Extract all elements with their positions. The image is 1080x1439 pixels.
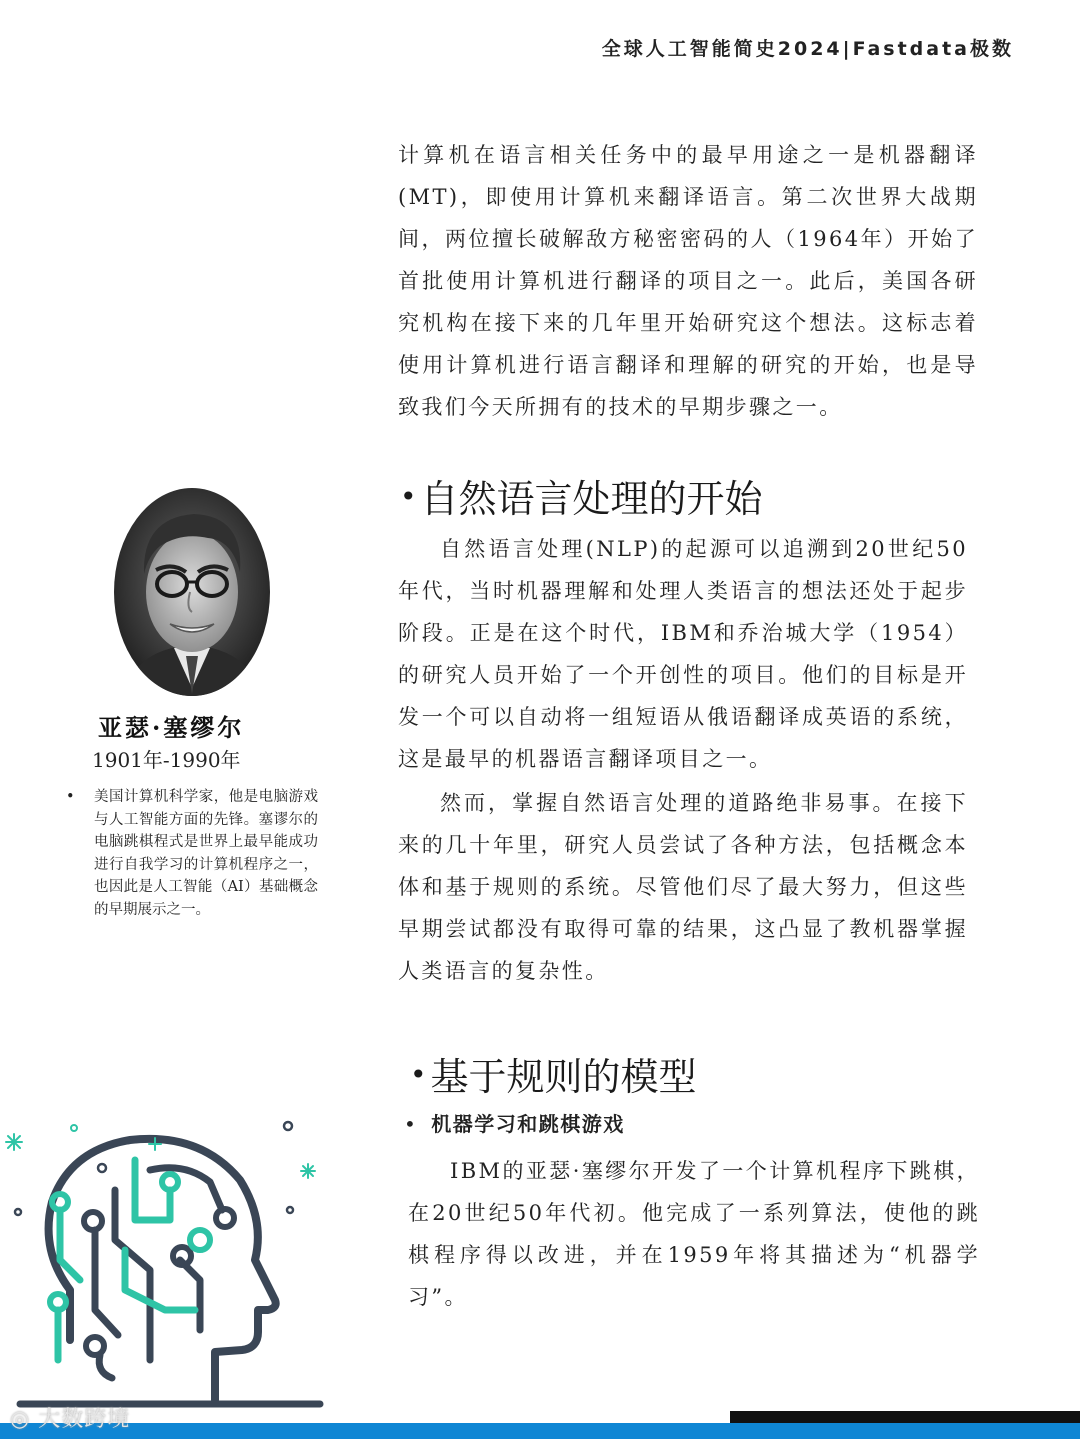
section-heading-rules-text: 基于规则的模型: [430, 1055, 697, 1099]
portrait-photo: [112, 488, 272, 698]
bullet-icon: •: [66, 789, 75, 805]
nlp-paragraph-2: 然而，掌握自然语言处理的道路绝非易事。在接下来的几十年里，研究人员尝试了各种方法，包括概念本体和基于规则的系统。尽管他们尽了最大努力，但这些早期尝试都没有取得可靠的结果，这凸显了教机器掌握人类语言的复杂性。: [398, 791, 968, 983]
watermark-text: 大数跨境: [38, 1407, 131, 1432]
profile-years: 1901年-1990年: [92, 748, 241, 772]
section-heading-nlp: [400, 468, 763, 523]
checkers-paragraph: IBM的亚瑟·塞缪尔开发了一个计算机程序下跳棋，在20世纪50年代初。他完成了一系列算法，使他的跳棋程序得以改进，并在1959年将其描述为“机器学习”。: [408, 1159, 980, 1309]
section-heading-rules: [410, 1046, 697, 1101]
footer-black-bar: [730, 1411, 1080, 1423]
section-heading-nlp-text: 自然语言处理的开始: [420, 477, 763, 521]
footer-blue-bar: [0, 1423, 1080, 1439]
subheading-checkers: [404, 1108, 625, 1137]
heading-bullet-icon: •: [400, 480, 417, 513]
ai-head-circuit-icon: [0, 1110, 330, 1410]
watermark-logo-icon: ◎: [10, 1407, 31, 1432]
bullet-icon: •: [404, 1112, 418, 1136]
page-header: 全球人工智能简史2024|Fastdata极数: [601, 38, 1014, 60]
subheading-checkers-text: 机器学习和跳棋游戏: [431, 1112, 625, 1136]
profile-bio-text: 美国计算机科学家，他是电脑游戏与人工智能方面的先锋。塞谬尔的电脑跳棋程式是世界上最早能成功进行自我学习的计算机程序之一，也因此是人工智能（AI）基础概念的早期展示之一。: [94, 789, 318, 918]
profile-bio: [66, 786, 318, 921]
profile-name: 亚瑟·塞缪尔: [98, 713, 245, 742]
heading-bullet-icon: •: [410, 1058, 427, 1091]
watermark: [10, 1402, 130, 1433]
intro-paragraph: 计算机在语言相关任务中的最早用途之一是机器翻译(MT)，即使用计算机来翻译语言。第二次世界大战期间，两位擅长破解敌方秘密密码的人（1964年）开始了首批使用计算机进行翻译的项目之一。此后，美国各研究机构在接下来的几年里开始研究这个想法。这标志着使用计算机进行语言翻译和理解的研究的开始，也是导致我们今天所拥有的技术的早期步骤之一。: [398, 143, 978, 419]
nlp-paragraph-1: 自然语言处理(NLP)的起源可以追溯到20世纪50年代，当时机器理解和处理人类语言的想法还处于起步阶段。正是在这个时代，IBM和乔治城大学（1954）的研究人员开始了一个开创性的项目。他们的目标是开发一个可以自动将一组短语从俄语翻译成英语的系统，这是最早的机器语言翻译项目之一。: [398, 537, 968, 771]
